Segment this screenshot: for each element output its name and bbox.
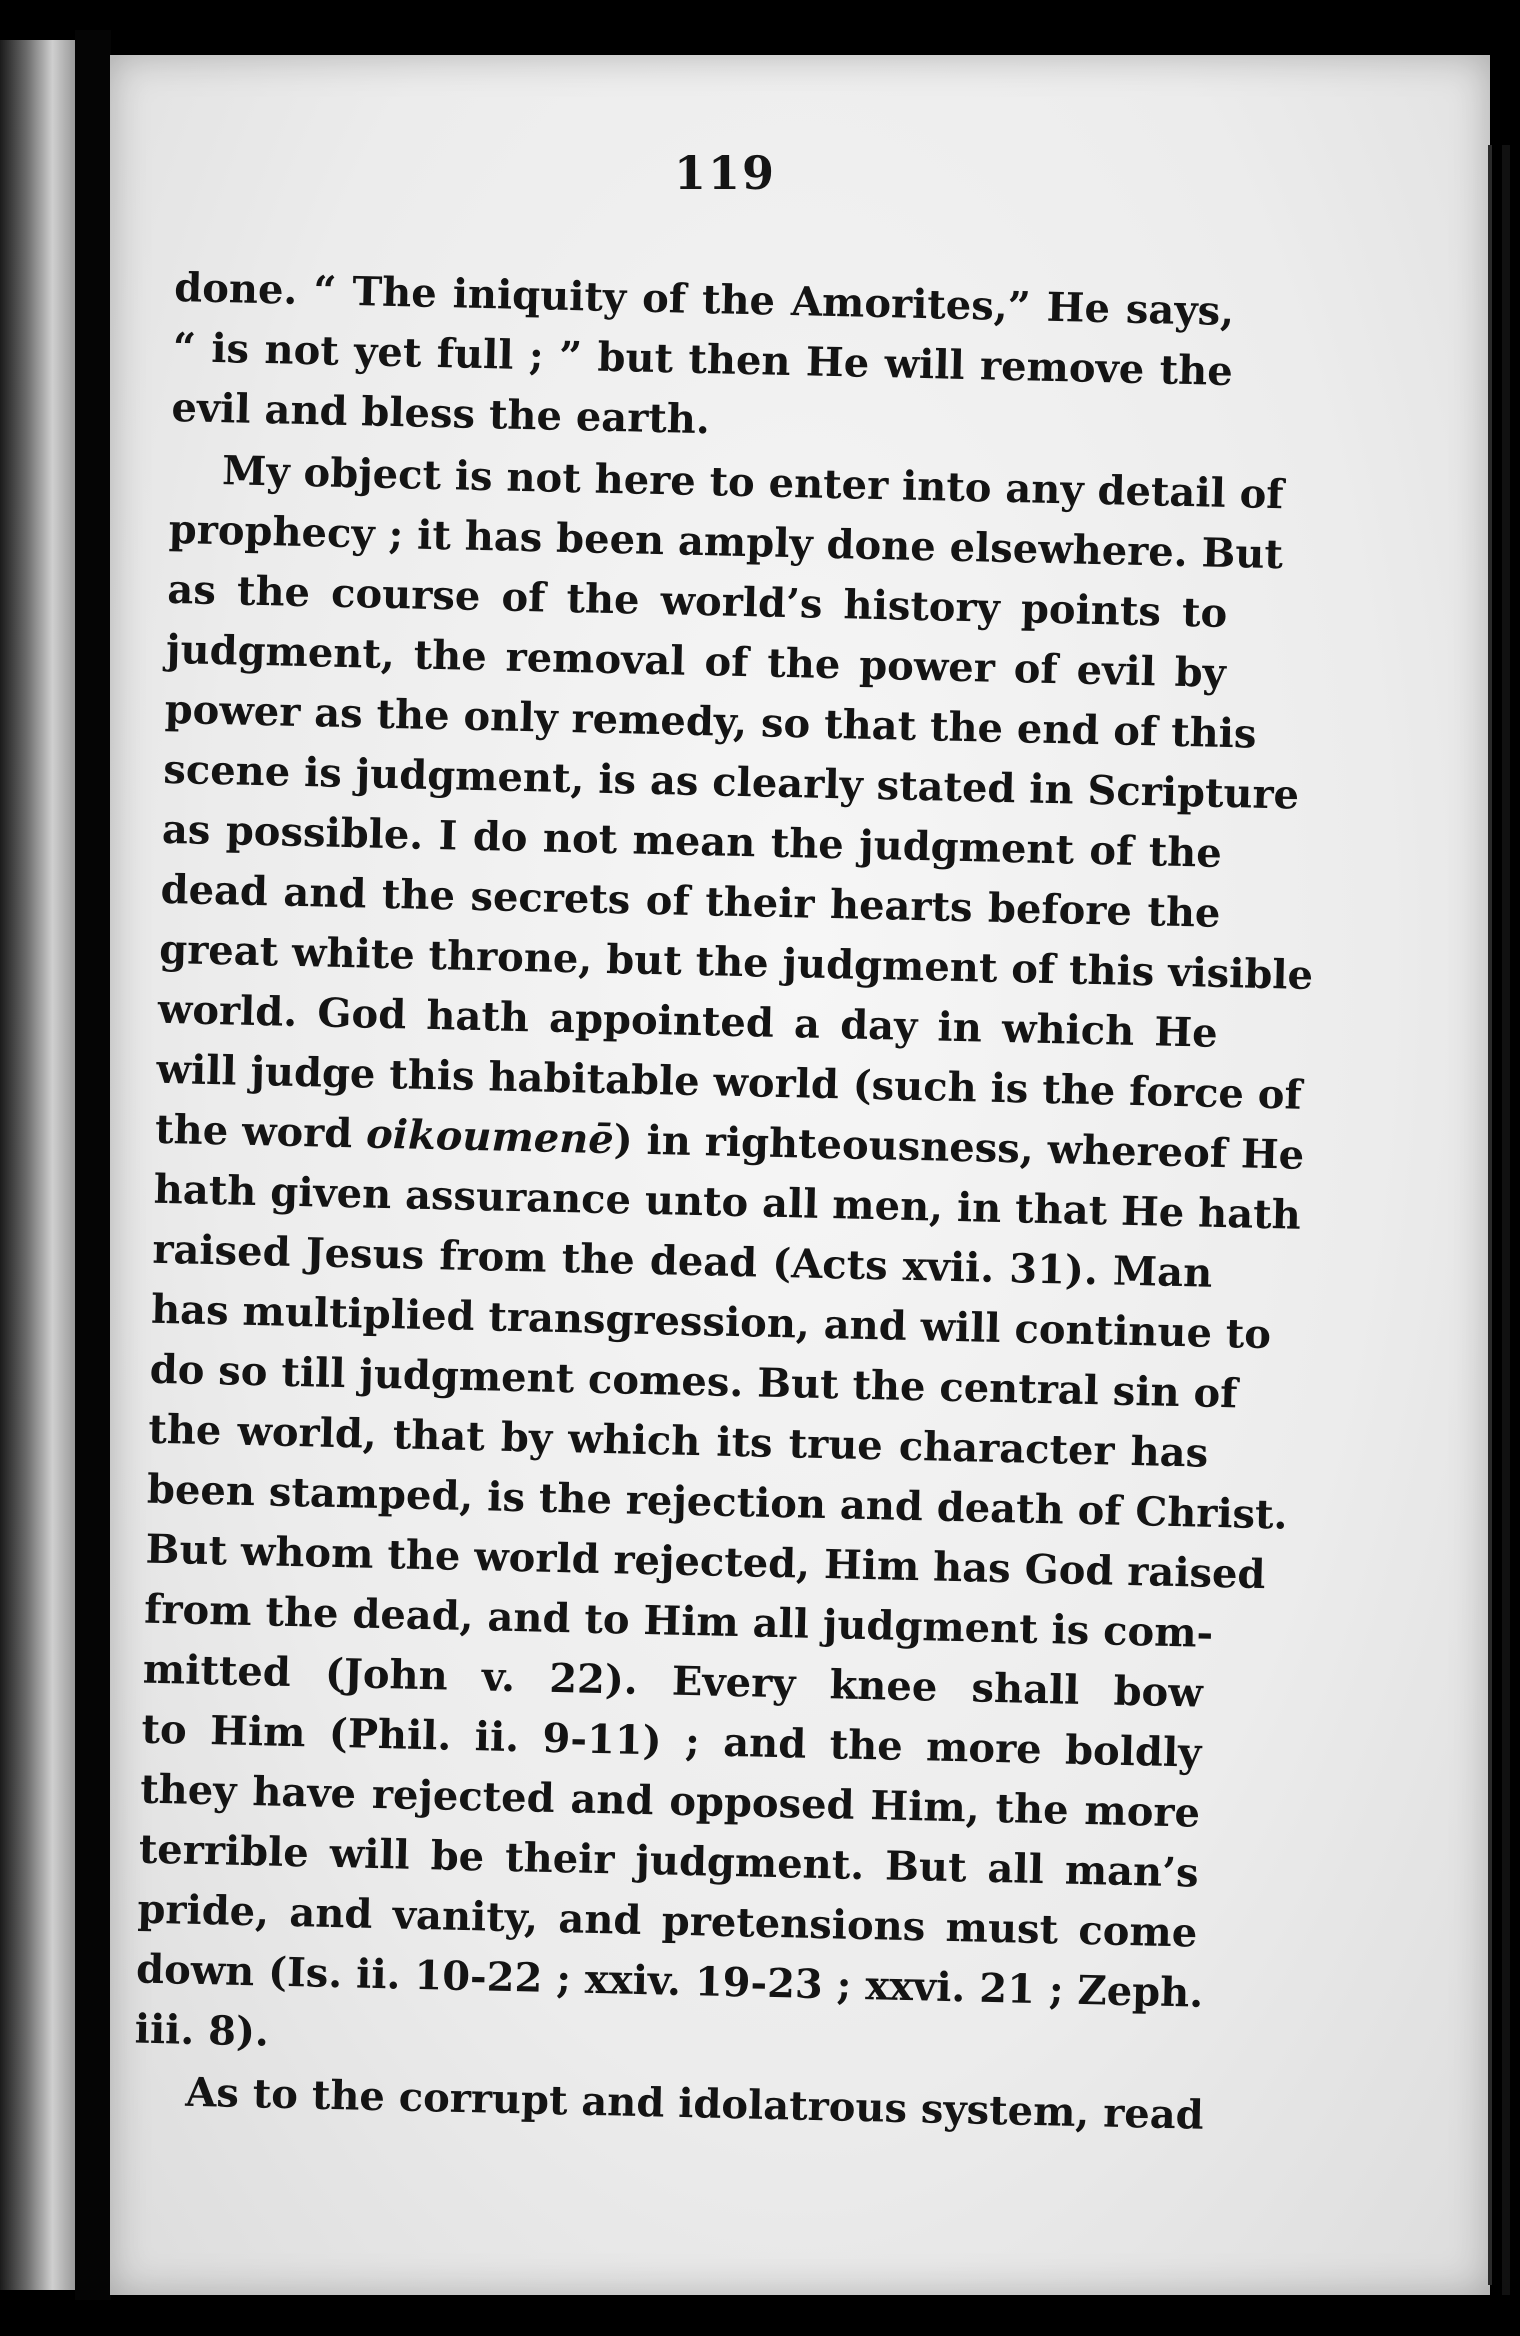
text-fragment: ) in righteousness, whereof He [613,1116,1305,1179]
text-line: great white throne, but the judgment of this visible [158,925,1314,999]
text-line: they have rejected and opposed Him, the more [139,1765,1201,1837]
text-line: will judge this habitable world (such is the force of [156,1045,1303,1119]
text-line: power as the only remedy, so that the end of this [164,685,1257,758]
text-line: terrible will be their judgment. But all man’s [138,1825,1200,1897]
text-line: as the course of the world’s history points to [166,565,1228,637]
text-line: as possible. I do not mean the judgment of the [161,805,1223,877]
page-gutter [75,30,111,2300]
text-fragment: the word [154,1105,367,1158]
text-line: My object is not here to enter into any detail of [221,447,1285,519]
text-line: “ is not yet full ; ” but then He will remove the [172,323,1234,396]
italic-term: oikoumenē [365,1110,615,1164]
text-line: been stamped, is the rejection and death of Christ. [146,1465,1289,1539]
text-line: world. God hath appointed a day in which He [157,985,1219,1057]
body-text [133,258,1314,2146]
text-line: As to the corrupt and idolatrous system, read [184,2068,1205,2139]
text-line: evil and bless the earth. [171,383,711,444]
text-line: do so till judgment comes. But the central sin of [149,1345,1238,1418]
text-line: scene is judgment, is as clearly stated in Scripture [162,745,1300,819]
previous-page-edge [0,40,75,2290]
page-number: 119 [673,146,777,200]
text-line: to Him (Phil. ii. 9-11) ; and the more boldly [141,1705,1202,1777]
text-line: But whom the world rejected, Him has God raised [145,1525,1266,1599]
text-line: dead and the secrets of their hearts before the [160,865,1221,937]
text-line: the world, that by which its true character has [147,1405,1209,1477]
text-line: mitted (John v. 22). Every knee shall bow [142,1645,1204,1717]
margin-rule-outer [1502,145,1510,2295]
text-line: hath given assurance unto all men, in that He hath [153,1165,1302,1239]
text-line: done. “ The iniquity of the Amorites,” He says, [173,263,1235,336]
text-line: has multiplied transgression, and will continue to [150,1285,1272,1359]
margin-rule-inner [1488,145,1492,2285]
text-line: raised Jesus from the dead (Acts xvii. 31). Man [151,1225,1213,1297]
text-line: iii. 8). [134,2005,270,2056]
text-line: judgment, the removal of the power of evil by [165,625,1227,697]
text-line: prophecy ; it has been amply done elsewhere. But [168,505,1284,579]
text-line: pride, and vanity, and pretensions must come [136,1885,1198,1957]
text-line: down (Is. ii. 10-22 ; xxiv. 19-23 ; xxvi. 21 ; Zeph. [135,1945,1204,2017]
text-line: from the dead, and to Him all judgment is com- [143,1585,1214,1657]
